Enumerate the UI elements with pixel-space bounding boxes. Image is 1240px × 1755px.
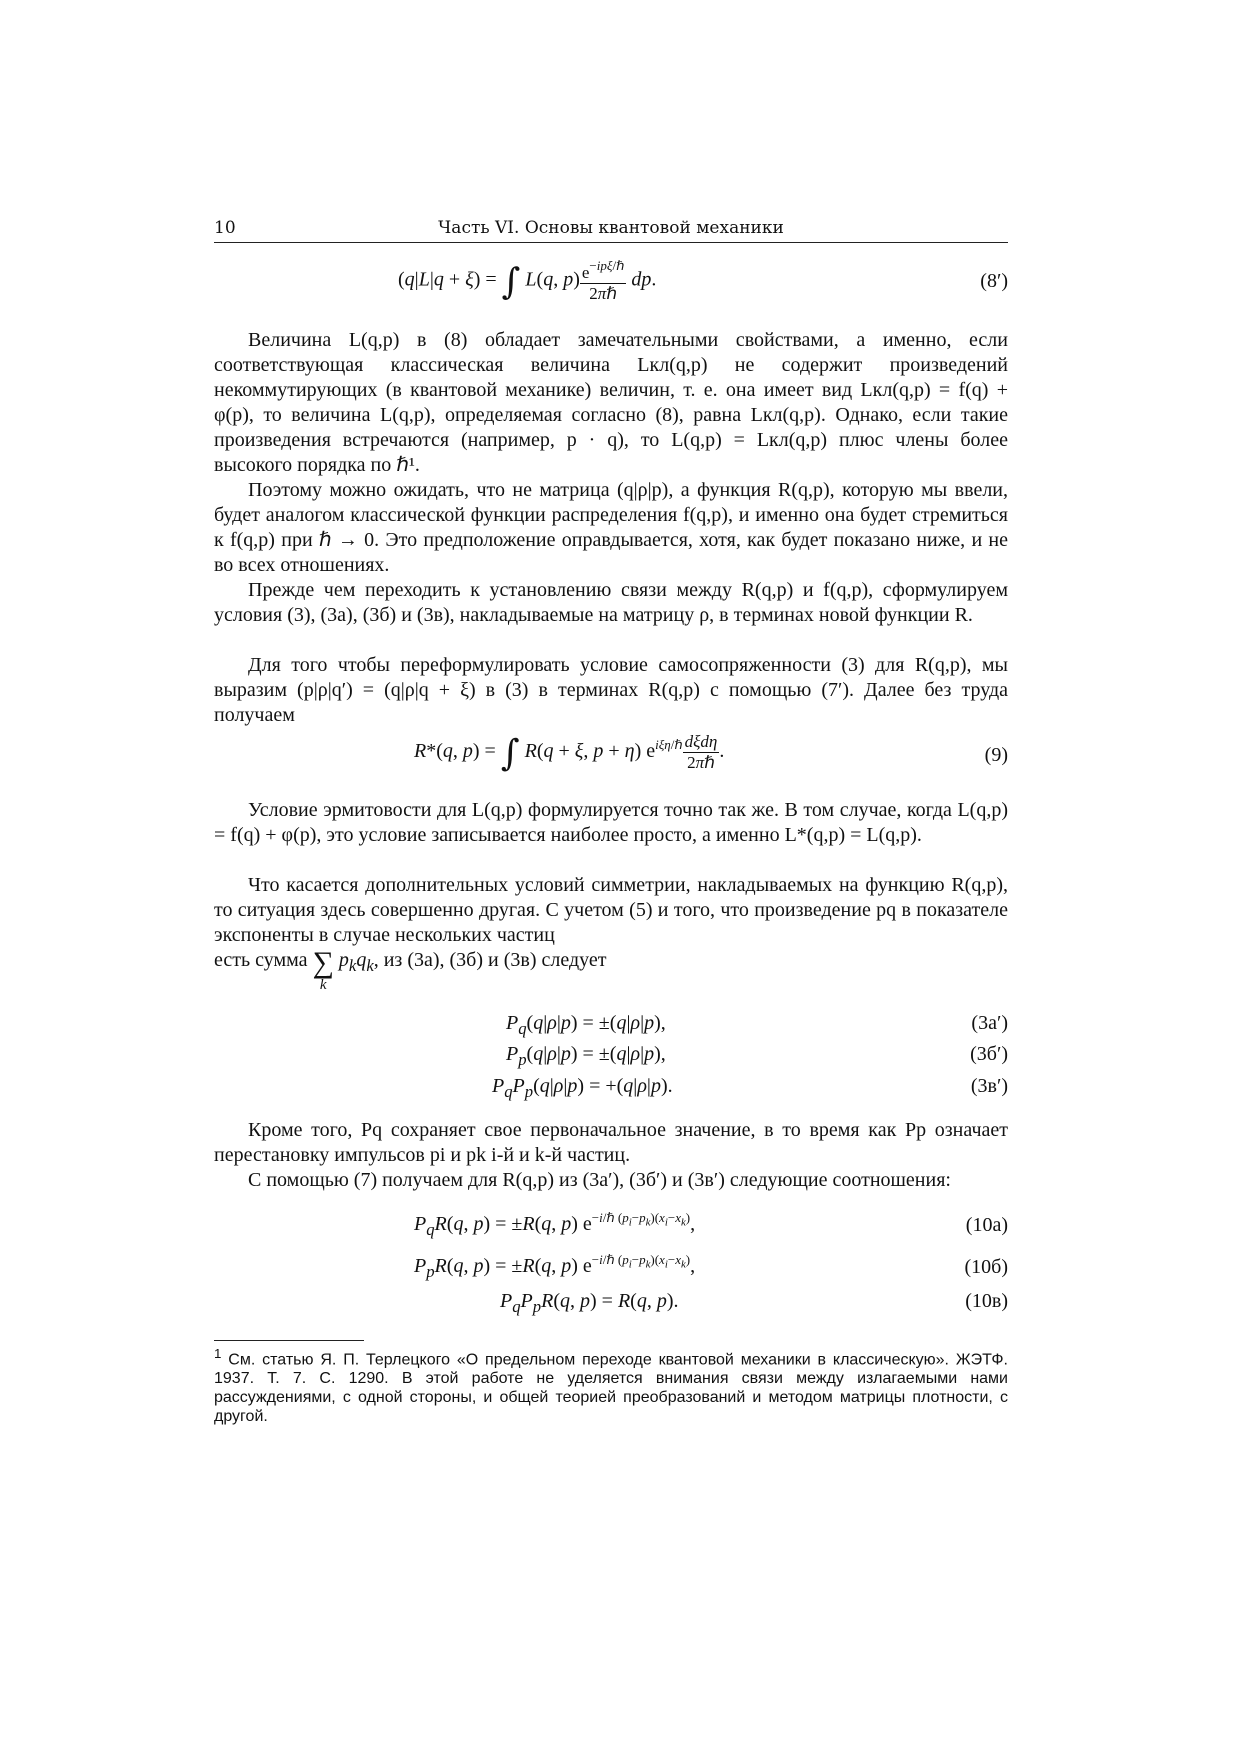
equation-label: (3в′) bbox=[970, 1075, 1008, 1097]
equation-10v: $P_qP_pR(q$, p) = R(q, p). (10в) bbox=[500, 1290, 1008, 1316]
page-number: 10 bbox=[214, 218, 236, 238]
equation-3a-prime: $P_q(q|\rho|p) = \pm(q|\rho|p)$, (3а′) bbox=[506, 1012, 1008, 1038]
equation-10a: $P_qR(q$, p) = ±R(q, p) $e^{-i/\hbar (p_i-p_k)(x_i-x_k)}$, (10а) bbox=[414, 1210, 1008, 1239]
equation-label: (3б′) bbox=[970, 1043, 1008, 1065]
sum-symbol: ∑ k bbox=[312, 946, 334, 993]
equation-3v-prime: $P_qP_p(q|\rho|p) = +(q|\rho|p)$. (3в′) bbox=[492, 1075, 1008, 1101]
running-title: Часть VI. Основы квантовой механики bbox=[438, 218, 784, 238]
running-header bbox=[214, 218, 1008, 243]
paragraph-4: Для того чтобы переформулировать условие самосопряженности (3) для R(q,p), мы выразим (p|ρ|q′) = (q|ρ|q + ξ) в (3) в терминах R(q,p) с помощью (7′). Далее без труда получаем bbox=[214, 654, 1008, 726]
equation-label: (10б) bbox=[964, 1256, 1008, 1278]
equation-10b: $P_pR(q$, p) = ±R(q, p) $e^{-i/\hbar (p_i-p_k)(x_i-x_k)}$, (10б) bbox=[414, 1252, 1008, 1281]
paragraph-7: Кроме того, Pq сохраняет свое первоначальное значение, в то время как Pp означает перестановку импульсов pi и pk i-й и k-й частиц. bbox=[214, 1119, 1008, 1166]
equation-8prime: (q|L|q + ξ) = ∫ L(q, p) $\frac{e^{-ip\xi/\hbar}}{\text{2πℏ}}$ dp. (8′) bbox=[398, 258, 1008, 303]
footnote bbox=[214, 1344, 1008, 1426]
equation-label: (10а) bbox=[965, 1214, 1008, 1236]
paragraph-5: Условие эрмитовости для L(q,p) формулируется точно так же. В том случае, когда L(q,p) = f(q) + φ(p), это условие записывается наиболее просто, а именно L*(q,p) = L(q,p). bbox=[214, 799, 1008, 846]
sum-line-rest: , из (3а), (3б) и (3в) следует bbox=[373, 949, 607, 971]
paragraph-2: Поэтому можно ожидать, что не матрица (q|ρ|p), а функция R(q,p), которую мы ввели, будет аналогом классической функции распределения f(q,p), и именно она будет стремиться к f(q,p) при ℏ → 0. Это предположение оправдывается, хотя, как будет показано ниже, и не во всех отношениях. bbox=[214, 479, 1008, 576]
paragraph-8: С помощью (7) получаем для R(q,p) из (3а′), (3б′) и (3в′) следующие соотношения: bbox=[248, 1169, 951, 1191]
equation-label: (10в) bbox=[965, 1290, 1008, 1312]
equation-label: (9) bbox=[984, 744, 1008, 766]
paragraph-6-sum-line: есть сумма ∑ k $p_kq_k$, из (3а), (3б) и (3в) следует bbox=[214, 946, 607, 993]
footnote-text: См. статью Я. П. Терлецкого «О предельном переходе квантовой механики в классическую». ЖЭТФ. 1937. Т. 7. С. 1290. В этой работе не уделяется внимания связи между излагаемыми нами рассуждениями, с одной стороны, и общей теорией преобразований и методом матрицы плотности, с другой. bbox=[214, 1351, 1008, 1426]
sum-line-prefix: есть сумма bbox=[214, 949, 308, 971]
paragraph-1: Величина L(q,p) в (8) обладает замечательными свойствами, а именно, если соответствующая классическая величина Lкл(q,p) не содержит произведений некоммутирующих (в квантовой механике) величин, т. е. она имеет вид Lкл(q,p) = f(q) + φ(p), то величина L(q,p), определяемая согласно (8), равна Lкл(q,p). Однако, если такие произведения встречаются (например, p · q), то L(q,p) = Lкл(q,p) плюс члены более высокого порядка по ℏ¹. bbox=[214, 329, 1008, 476]
equation-9: R*(q, p) = ∫ R(q + ξ, p + η) $e^{i\xi\eta/\hbar}$ $\frac{\text{dξdη}}{\text{2πℏ}}$ . (9) bbox=[414, 732, 1008, 775]
footnote-rule bbox=[214, 1340, 364, 1341]
equation-label: (8′) bbox=[980, 270, 1008, 292]
footnote-marker: 1 bbox=[214, 1346, 222, 1361]
sum-term: p bbox=[338, 949, 349, 971]
paragraph-3: Прежде чем переходить к установлению связи между R(q,p) и f(q,p), сформулируем условия (3), (3а), (3б) и (3в), накладываемые на матрицу ρ, в терминах новой функции R. bbox=[214, 579, 1008, 626]
equation-3b-prime: $P_p(q|\rho|p) = \pm(q|\rho|p)$, (3б′) bbox=[506, 1043, 1008, 1069]
equation-label: (3а′) bbox=[971, 1012, 1008, 1034]
paragraph-6: Что касается дополнительных условий симметрии, накладываемых на функцию R(q,p), то ситуация здесь совершенно другая. С учетом (5) и того, что произведение pq в показателе экспоненты в случае нескольких частиц bbox=[214, 874, 1008, 946]
